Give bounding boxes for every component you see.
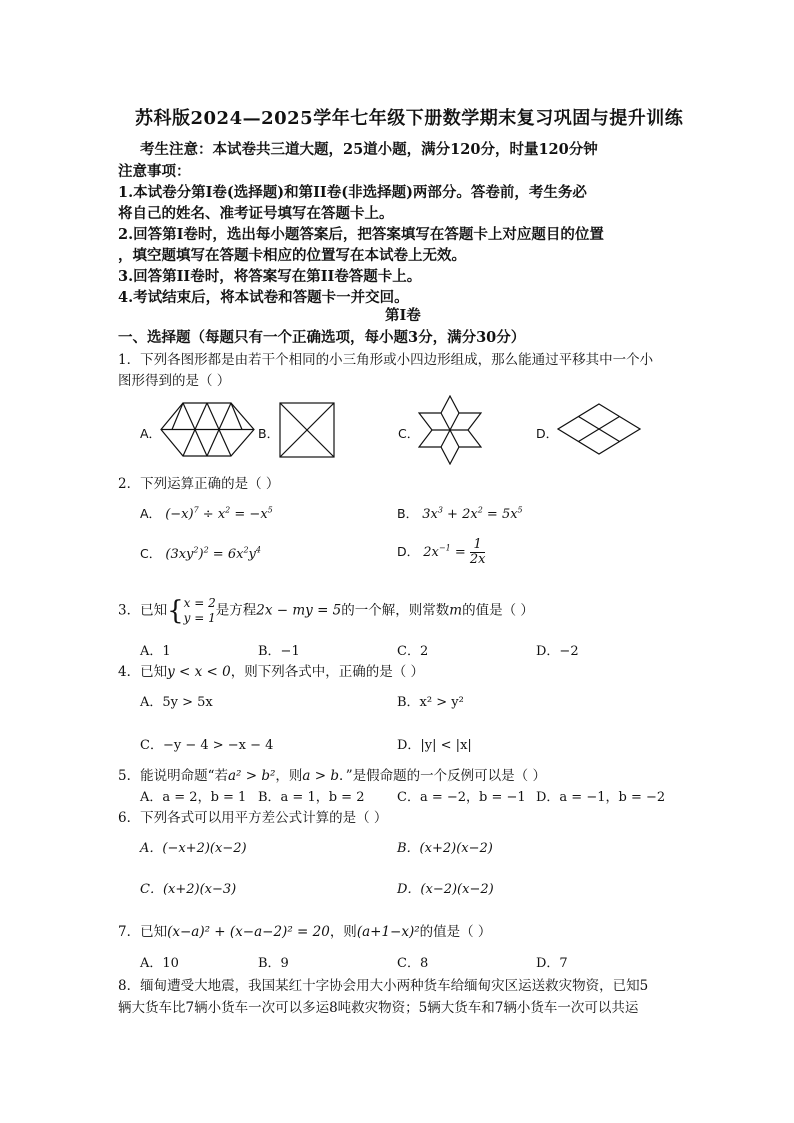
volume-heading: 第Ⅰ卷 — [385, 307, 421, 324]
q3-option-a: A．1 — [140, 644, 171, 659]
notes-title: 注意事项： — [118, 163, 191, 180]
q4-stem: 4．已知y < x < 0，则下列各式中，正确的是（ ） — [118, 664, 425, 680]
q4-option-a: A．5y > 5x — [140, 695, 213, 710]
q1-figure-a-triangles — [160, 402, 255, 457]
q7-option-c: C．8 — [397, 956, 429, 971]
note-line: 将自己的姓名、准考证号填写在答题卡上。 — [118, 205, 394, 222]
q7-stem: 7．已知(x−a)² + (x−a−2)² = 20，则(a+1−x)²的值是（ ） — [118, 924, 492, 940]
q7-option-a: A．10 — [140, 956, 179, 971]
q4-option-c: C．−y − 4 > −x − 4 — [140, 738, 274, 753]
note-line: 2.回答第Ⅰ卷时，选出每小题答案后，把答案填写在答题卡上对应题目的位置 — [118, 226, 604, 243]
q6-option-a: A．(−x+2)(x−2) — [140, 841, 247, 856]
q1-option-label: B． — [258, 426, 280, 441]
q4-option-b: B．x² > y² — [397, 695, 464, 710]
q3-option-c: C．2 — [397, 644, 429, 659]
q7-option-d: D．7 — [536, 956, 568, 971]
q4-option-d: D．|y| < |x| — [397, 738, 472, 753]
q5-stem: 5．能说明命题“若a² > b²，则a > b．”是假命题的一个反例可以是（ ） — [118, 768, 546, 784]
q1-stem: 1．下列各图形都是由若干个相同的小三角形或小四边形组成，那么能通过平移其中一个小 — [118, 352, 654, 368]
q1-figure-c-star — [418, 395, 482, 465]
q6-option-d: D．(x−2)(x−2) — [397, 882, 494, 897]
note-line: 4.考试结束后，将本试卷和答题卡一并交回。 — [118, 289, 409, 306]
q2-option-b: B． $3x^3 + 2x^2 = 5x^5$ — [397, 505, 523, 522]
q8-stem: 辆大货车比7辆小货车一次可以多运8吨救灾物资；5辆大货车和7辆小货车一次可以共运 — [118, 1000, 639, 1016]
q5-option-b: B．a = 1，b = 2 — [258, 790, 365, 805]
q2-option-a: A． $(-x)^7 \div x^2 = -x^5$ — [140, 505, 273, 522]
note-line: 3.回答第II卷时，将答案写在第II卷答题卡上。 — [118, 268, 422, 285]
q3-option-b: B．−1 — [258, 644, 300, 659]
q1-figure-d-rhombus — [557, 403, 641, 455]
q5-option-a: A．a = 2，b = 1 — [140, 790, 247, 805]
q2-option-c: C． $(3xy^2)^2 = 6x^2y^4$ — [140, 545, 261, 562]
note-line: 1.本试卷分第Ⅰ卷(选择题)和第II卷(非选择题)两部分。答卷前，考生务必 — [118, 184, 587, 201]
section-heading: 一、选择题（每题只有一个正确选项，每小题3分，满分30分） — [118, 329, 526, 346]
q1-option-label: A． — [140, 426, 162, 441]
q2-stem: 2．下列运算正确的是（ ） — [118, 476, 280, 492]
q1-stem: 图形得到的是（ ） — [118, 373, 231, 389]
q5-option-d: D．a = −1，b = −2 — [536, 790, 666, 805]
page-title: 苏科版2024—2025学年七年级下册数学期末复习巩固与提升训练 — [135, 108, 684, 129]
q8-stem: 8．缅甸遭受大地震，我国某红十字协会用大小两种货车给缅甸灾区运送救灾物资，已知5 — [118, 978, 649, 994]
q3-stem: 3．已知{ x = 2 y = 1 是方程2x − my = 5的一个解，则常数m的值是（ ） — [118, 596, 534, 626]
exam-notice: 考生注意：本试卷共三道大题，25道小题，满分120分，时量120分钟 — [140, 141, 598, 158]
q6-option-b: B．(x+2)(x−2) — [397, 841, 493, 856]
q5-option-c: C．a = −2，b = −1 — [397, 790, 526, 805]
q1-figure-b-square — [279, 402, 335, 458]
q6-stem: 6．下列各式可以用平方差公式计算的是（ ） — [118, 810, 388, 826]
q3-option-d: D．−2 — [536, 644, 579, 659]
q1-option-label: C． — [398, 426, 420, 441]
q1-option-label: D． — [536, 426, 559, 441]
q2-option-d: D． $2x^{-1}$ = $\frac{1}{2x}$ — [397, 537, 486, 567]
q7-option-b: B．9 — [258, 956, 289, 971]
q6-option-c: C．(x+2)(x−3) — [140, 882, 237, 897]
note-line: ，填空题填写在答题卡相应的位置写在本试卷上无效。 — [118, 247, 466, 264]
